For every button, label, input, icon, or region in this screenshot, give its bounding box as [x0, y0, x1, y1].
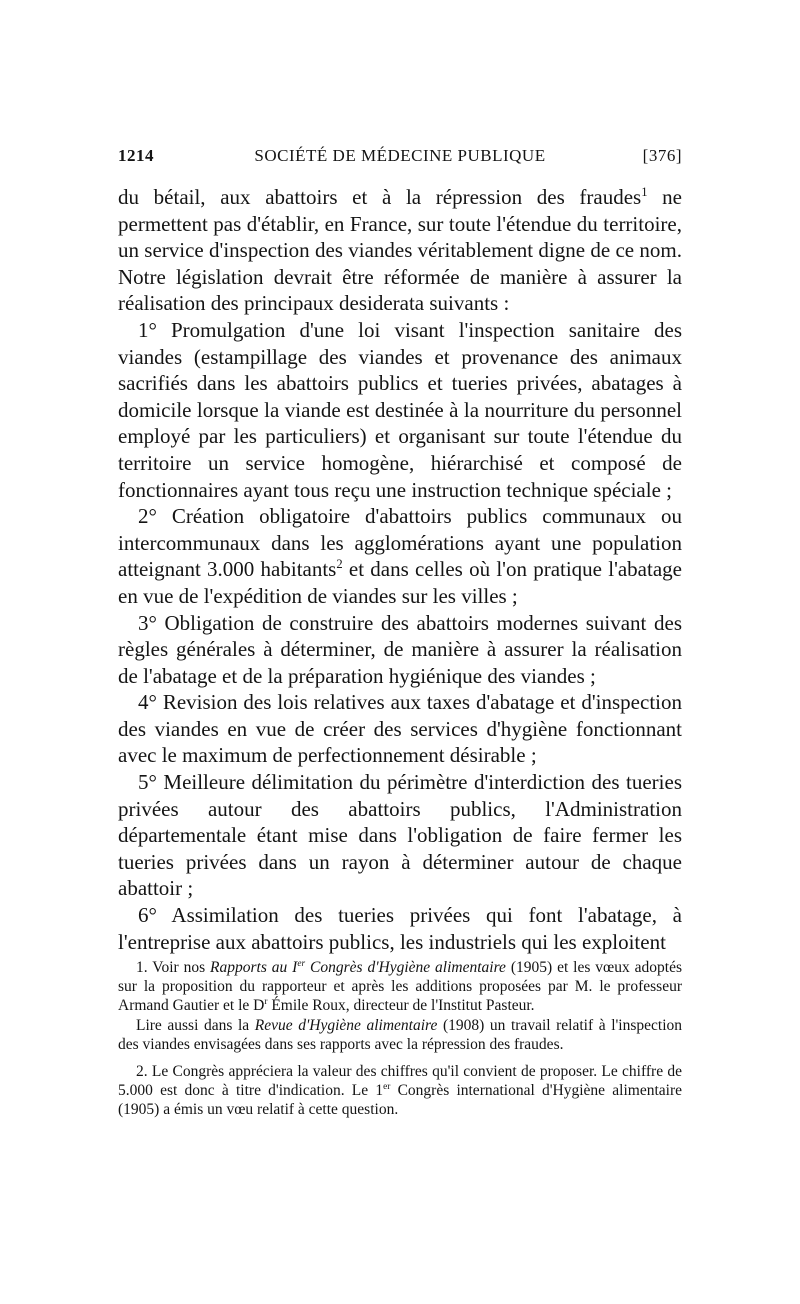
desideratum-3: 3° Obligation de construire des abattoirs modernes suivant des règles générales à déterminer, de manière à assurer la réalisation de l'abatage et de la préparation hygiénique des viandes ;: [118, 610, 682, 688]
desideratum-1: 1° Promulgation d'une loi visant l'inspection sanitaire des viandes (estampillage des viandes et provenance des animaux sacrifiés dans les abattoirs publics et tueries privées, abatages à domicile lorsque la viande est destinée à la nourriture du personnel employé par les particuliers) et organisant sur toute l'étendue du territoire un service homogène, hiérarchisé et composé de fonctionnaires ayant tous reçu une instruction technique spéciale ;: [118, 317, 682, 502]
text-segment: Émile Roux, directeur de l'Institut Pasteur.: [267, 997, 535, 1015]
text-segment: (1905) et les vœux adoptés sur la proposition du rapporteur et après les additions proposées par M. le professeur Armand Gautier et le D: [118, 959, 682, 1015]
text-segment: et dans celles où l'on pratique l'abatage en vue de l'expédition de viandes sur les villes ;: [118, 557, 682, 608]
superscript: r: [264, 997, 268, 1008]
page-number: 1214: [118, 146, 154, 165]
text-segment: Congrès d'Hygiène alimentaire: [305, 959, 506, 976]
desideratum-6: 6° Assimilation des tueries privées qui font l'abatage, à l'entreprise aux abattoirs publics, les industriels qui les exploitent: [118, 903, 682, 954]
desideratum-2: [118, 503, 682, 609]
footnotes: [118, 958, 682, 1120]
text-segment: ne permettent pas d'établir, en France, sur toute l'étendue du territoire, un service d'inspection des viandes véritablement digne de ce nom. Notre législation devrait être réformée de manière à assurer la réalisation des principaux desiderata suivants :: [118, 185, 682, 316]
running-header: [118, 146, 682, 176]
text-segment: Rapports au I: [210, 959, 298, 976]
footnote-1: [118, 958, 682, 1016]
text-segment: du bétail, aux abattoirs et à la répression des fraudes: [118, 185, 642, 209]
italic-title: Revue d'Hygiène alimentaire: [254, 1016, 438, 1034]
footnote-2: [118, 1062, 682, 1120]
footnote-marker-2: 2: [336, 557, 343, 572]
text-segment: Congrès international d'Hygiène alimentaire (1905) a émis un vœu relatif à cette question.: [118, 1082, 682, 1119]
italic-title: [210, 959, 506, 976]
main-text: [118, 184, 682, 955]
paragraph-intro: [118, 184, 682, 317]
desideratum-4: 4° Revision des lois relatives aux taxes d'abatage et d'inspection des viandes en vue de créer des services d'hygiène fonctionnant avec le maximum de perfectionnement désirable ;: [118, 690, 682, 768]
text-segment: Lire aussi dans la: [136, 1016, 255, 1034]
superscript: er: [383, 1082, 391, 1093]
footnote-marker-1: 1: [641, 185, 648, 199]
desideratum-5: 5° Meilleure délimitation du périmètre d'interdiction des tueries privées autour des abattoirs publics, l'Administration départementale étant mise dans l'obligation de faire fermer les tueries privées dans un rayon à déterminer autour de chaque abattoir ;: [118, 770, 682, 901]
text-segment: 1. Voir nos: [136, 959, 211, 976]
text-segment: (1908) un travail relatif à l'inspection des viandes envisagées dans ses rapports avec la répression des fraudes.: [118, 1016, 683, 1053]
text-segment: 2° Création obligatoire d'abattoirs publics communaux ou intercommunaux dans les agglomérations ayant une population atteignant 3.000 habitants: [118, 504, 682, 582]
footnote-1-continued: [118, 1016, 682, 1054]
original-page-ref: [376]: [642, 146, 682, 165]
text-segment: 2. Le Congrès appréciera la valeur des chiffres qu'il convient de proposer. Le chiffre de 5.000 est donc à titre d'indication. Le 1: [118, 1063, 682, 1100]
superscript: er: [297, 958, 306, 969]
running-title: SOCIÉTÉ DE MÉDECINE PUBLIQUE: [254, 146, 546, 165]
